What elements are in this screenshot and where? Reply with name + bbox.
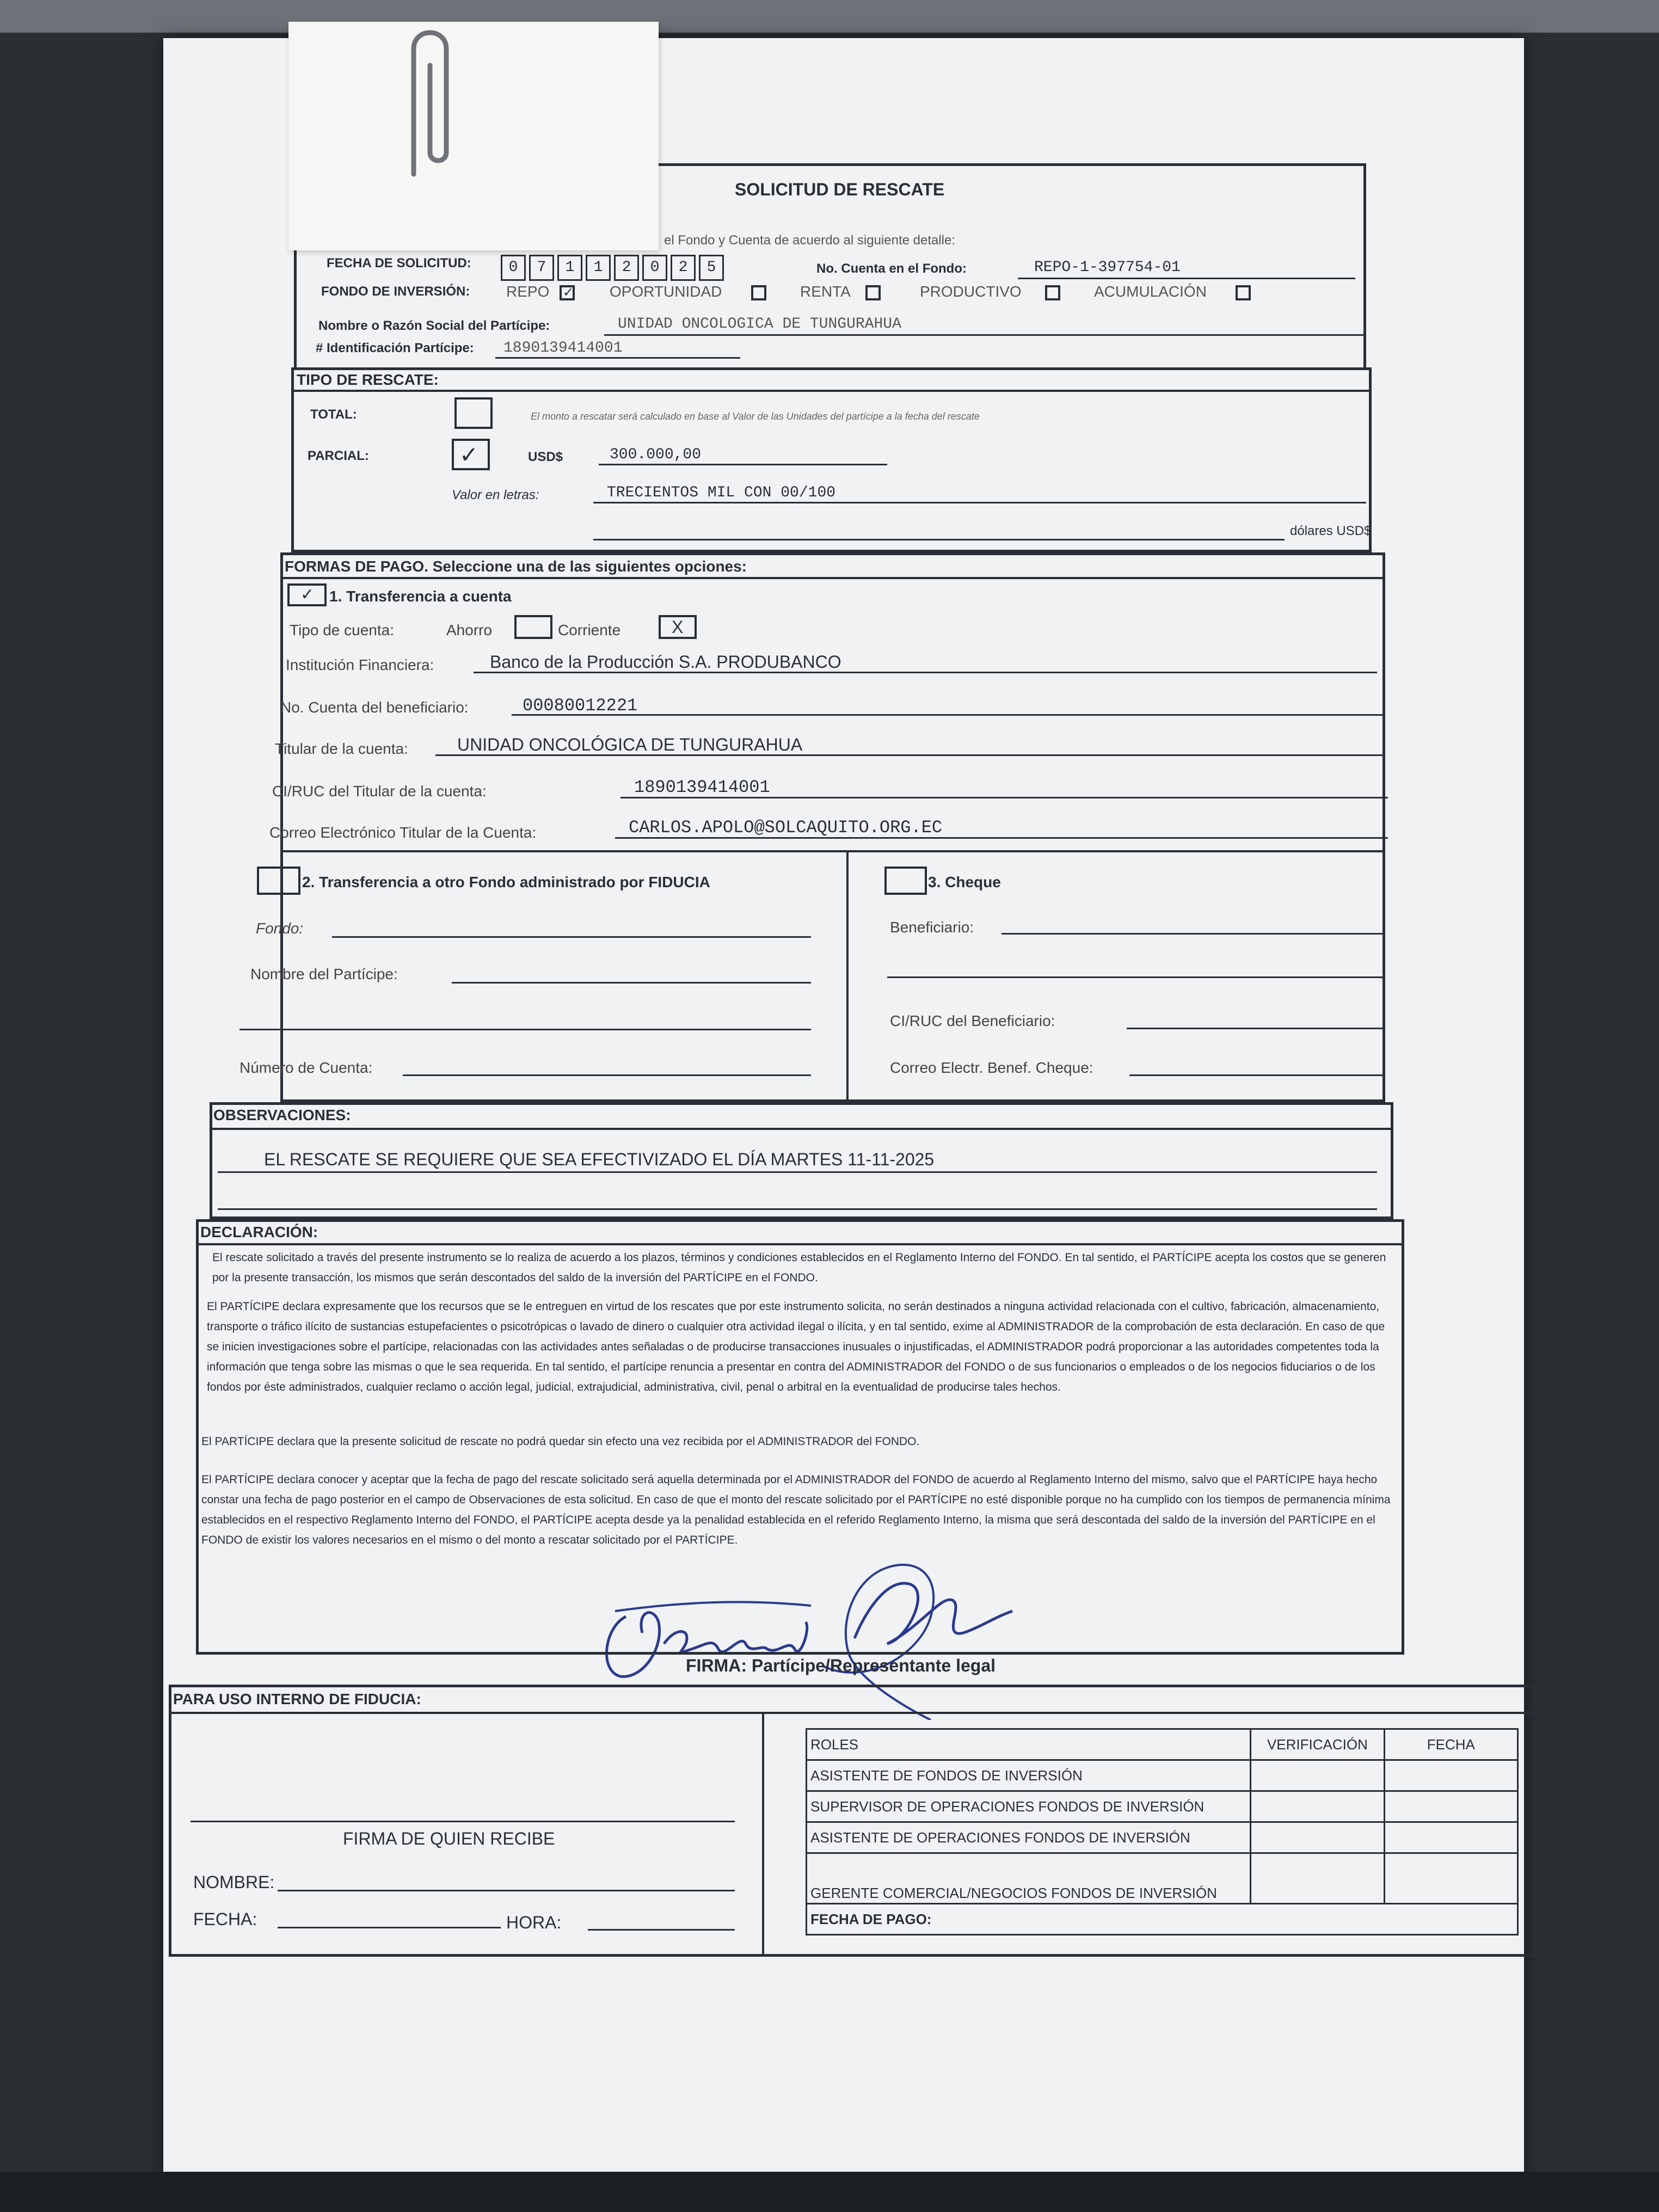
letras-label: Valor en letras: xyxy=(452,488,539,502)
pago-header: FORMAS DE PAGO. Seleccione una de las siguientes opciones: xyxy=(285,558,747,575)
background-bottom xyxy=(0,2172,1659,2212)
numero-cuenta-label: Número de Cuenta: xyxy=(239,1059,373,1076)
pago-mid-rule xyxy=(280,850,1385,852)
declaracion-paragraph-2: El PARTÍCIPE declara expresamente que los recursos que se le entreguen en virtud de los rescates que por este instrumento solicita, no serán destinados a ninguna actividad relacionada con el cultivo, fabricación, almacenamiento, transporte o tráfico ilícito de sustancias estupefacientes o psicotrópicas o lavado de dinero o cualquier otra actividad ilegal o ilícita, y en tal sentido, exime al ADMINISTRADOR de la comprobación de esta declaración. En caso de que se inicien investigaciones sobre el partícipe, relacionadas con las actividades antes señaladas o de producirse transacciones inusuales o injustificadas, el ADMINISTRADOR podrá proporcionar a las autoridades competentes toda la información que tenga sobre las mismas o que le sea requerida. En tal sentido, el partícipe renuncia a presentar en contra del ADMINISTRADOR del FONDO o de sus funcionarios o empleados o de los negocios fiduciarios o de los fondos por éste administrados, cualquier reclamo o acción legal, judicial, extrajudicial, administrativa, civil, penal o arbitral en la eventualidad de producirse tales hechos. xyxy=(207,1300,1385,1393)
beneficiario-line xyxy=(1001,933,1382,935)
id-participe-label: # Identificación Partícipe: xyxy=(316,341,474,355)
titular-line xyxy=(435,754,1382,756)
opt1-checkmark: ✓ xyxy=(300,586,315,604)
corriente-label: Corriente xyxy=(558,622,621,638)
participe-line xyxy=(604,334,1366,336)
fecha-digit: 2 xyxy=(671,255,696,281)
col-verificacion-header: VERIFICACIÓN xyxy=(1251,1729,1384,1760)
sticky-note xyxy=(288,22,659,250)
hora-line xyxy=(588,1929,735,1931)
verificacion-cell[interactable] xyxy=(1251,1853,1384,1904)
nombre-participe-line xyxy=(452,982,811,984)
fondo-repo-label: REPO xyxy=(506,283,550,300)
nombre-line xyxy=(278,1890,735,1891)
table-row xyxy=(807,1853,1518,1904)
fecha-digit: 2 xyxy=(614,255,639,281)
id-participe-value[interactable]: 1890139414001 xyxy=(503,340,623,357)
ruc-line xyxy=(620,797,1388,798)
table-row xyxy=(807,1760,1518,1791)
ahorro-label: Ahorro xyxy=(446,622,493,638)
fondo-repo-checkbox[interactable]: ✓ xyxy=(560,285,575,300)
pago-mid-divider xyxy=(846,850,849,1103)
nombre-participe-label: Nombre del Partícipe: xyxy=(250,966,398,982)
letras-line xyxy=(593,502,1366,503)
institucion-label: Institución Financiera: xyxy=(286,656,434,673)
fondo-oportunidad-checkbox[interactable] xyxy=(751,285,766,300)
fecha-label: FECHA DE SOLICITUD: xyxy=(327,256,471,271)
id-participe-line xyxy=(495,357,740,359)
table-row xyxy=(807,1791,1518,1822)
correo-line xyxy=(615,837,1388,839)
fecha-digit: 7 xyxy=(529,255,554,281)
fondo-renta-checkbox[interactable] xyxy=(865,285,881,300)
total-label: TOTAL: xyxy=(310,407,357,422)
opt1-label: 1. Transferencia a cuenta xyxy=(329,588,512,605)
hora-label: HORA: xyxy=(506,1913,562,1932)
declaracion-header-rule xyxy=(196,1243,1404,1245)
tipo-cuenta-label: Tipo de cuenta: xyxy=(290,622,394,638)
intro-text: el Fondo y Cuenta de acuerdo al siguiente detalle: xyxy=(664,233,956,248)
titular-label: Titular de la cuenta: xyxy=(275,740,408,757)
form-area xyxy=(169,163,1524,1959)
role-cell: ASISTENTE DE OPERACIONES FONDOS DE INVERSIÓN xyxy=(807,1822,1251,1853)
parcial-checkmark: ✓ xyxy=(459,442,479,468)
cuenta-fondo-line xyxy=(1018,278,1355,279)
fecha-label: FECHA: xyxy=(193,1909,257,1929)
fondo-line xyxy=(332,936,811,938)
ruc-value[interactable]: 1890139414001 xyxy=(634,777,770,797)
fondo-label: Fondo: xyxy=(256,920,304,937)
roles-header-row xyxy=(807,1729,1518,1760)
beneficiario-line-2 xyxy=(887,976,1382,978)
observaciones-header: OBSERVACIONES: xyxy=(213,1107,351,1123)
opt3-label: 3. Cheque xyxy=(928,874,1001,890)
letras-value[interactable]: TRECIENTOS MIL CON 00/100 xyxy=(607,484,836,501)
pago-header-rule xyxy=(280,577,1385,579)
fecha-digit: 0 xyxy=(642,255,667,281)
cuenta-benef-label: No. Cuenta del beneficiario: xyxy=(280,699,469,716)
verificacion-cell[interactable] xyxy=(1251,1822,1384,1853)
fecha-digit: 5 xyxy=(699,255,724,281)
rescate-header-rule xyxy=(291,390,1372,392)
fecha-cell[interactable] xyxy=(1384,1853,1517,1904)
ruc-benef-line xyxy=(1127,1028,1382,1029)
rescate-header: TIPO DE RESCATE: xyxy=(297,371,439,388)
interno-header-rule xyxy=(169,1712,1535,1714)
firma-label: FIRMA: Partícipe/Representante legal xyxy=(686,1656,996,1675)
cuenta-benef-line xyxy=(512,714,1382,716)
col-fecha-header: FECHA xyxy=(1384,1729,1517,1760)
observaciones-line xyxy=(218,1171,1377,1173)
col-roles-header: ROLES xyxy=(807,1729,1251,1760)
declaracion-header: DECLARACIÓN: xyxy=(200,1224,318,1240)
letras-line-2 xyxy=(593,539,1285,540)
fondo-acumulacion-checkbox[interactable] xyxy=(1236,285,1251,300)
fecha-pago-cell[interactable]: FECHA DE PAGO: xyxy=(807,1904,1518,1935)
nombre-participe-line-2 xyxy=(239,1029,811,1030)
fecha-digit: 1 xyxy=(557,255,582,281)
fondo-acumulacion-label: ACUMULACIÓN xyxy=(1094,283,1207,300)
declaracion-paragraph-4: El PARTÍCIPE declara conocer y aceptar que la fecha de pago del rescate solicitado será aquella determinada por el ADMINISTRADOR del FONDO de acuerdo al Reglamento Interno del mismo, salvo que el PARTÍCIPE haya hecho constar una fecha de pago posterior en el campo de Observaciones de esta solicitud. En caso de que el monto del rescate solicitado por el PARTÍCIPE no esté disponible porque no ha cumplido con los tiempos de permanencia mínima establecidos en el respectivo Reglamento Interno del FONDO, el PARTÍCIPE acepta desde ya la penalidad establecida en el referido Reglamento Interno, la misma que será descontada del saldo de la inversión del PARTÍCIPE en el FONDO de existir los valores necesarios en el mismo o del monto a rescatar solicitado por el PARTÍCIPE. xyxy=(201,1473,1391,1546)
verificacion-cell[interactable] xyxy=(1251,1791,1384,1822)
opt3-checkbox[interactable] xyxy=(884,867,927,895)
fondo-inversion-label: FONDO DE INVERSIÓN: xyxy=(321,284,470,299)
paper-clip-icon xyxy=(392,16,457,180)
titular-value[interactable]: UNIDAD ONCOLÓGICA DE TUNGURAHUA xyxy=(457,735,803,754)
beneficiario-label: Beneficiario: xyxy=(890,919,974,936)
institucion-line xyxy=(474,672,1377,673)
firma-line xyxy=(588,1652,1105,1654)
observaciones-header-rule xyxy=(210,1128,1393,1130)
dolares-label: dólares USD$ xyxy=(1290,524,1372,538)
fondo-oportunidad-label: OPORTUNIDAD xyxy=(610,283,722,300)
corriente-mark: X xyxy=(672,617,684,637)
cuenta-benef-value[interactable]: 00080012221 xyxy=(523,696,638,716)
correo-benef-label: Correo Electr. Benef. Cheque: xyxy=(890,1059,1093,1076)
form-title: SOLICITUD DE RESCATE xyxy=(735,180,945,199)
observaciones-line-2 xyxy=(218,1208,1377,1210)
correo-label: Correo Electrónico Titular de la Cuenta: xyxy=(269,824,537,841)
declaracion-paragraph-3: El PARTÍCIPE declara que la presente solicitud de rescate no podrá quedar sin efecto una vez recibida por el ADMINISTRADOR del FONDO. xyxy=(201,1435,920,1448)
fecha-cell[interactable] xyxy=(1384,1791,1517,1822)
cuenta-fondo-value[interactable]: REPO-1-397754-01 xyxy=(1034,259,1181,276)
fecha-cell[interactable] xyxy=(1384,1760,1517,1791)
institucion-value[interactable]: Banco de la Producción S.A. PRODUBANCO xyxy=(490,652,841,672)
opt2-checkbox[interactable] xyxy=(257,867,300,895)
interno-divider xyxy=(762,1712,764,1957)
total-note: El monto a rescatar será calculado en base al Valor de las Unidades del partícipe a la fecha del rescate xyxy=(531,411,980,422)
observaciones-text[interactable]: EL RESCATE SE REQUIERE QUE SEA EFECTIVIZADO EL DÍA MARTES 11-11-2025 xyxy=(264,1150,935,1169)
background-top xyxy=(0,0,1659,33)
parcial-label: PARCIAL: xyxy=(308,448,369,463)
firma-recibe-line xyxy=(191,1821,735,1822)
role-cell: SUPERVISOR DE OPERACIONES FONDOS DE INVERSIÓN xyxy=(807,1791,1251,1822)
nombre-label: NOMBRE: xyxy=(193,1872,275,1892)
fondo-productivo-checkbox[interactable] xyxy=(1045,285,1060,300)
opt2-label: 2. Transferencia a otro Fondo administrado por FIDUCIA xyxy=(302,874,710,890)
corriente-checkbox[interactable] xyxy=(659,615,697,639)
interno-header: PARA USO INTERNO DE FIDUCIA: xyxy=(173,1691,421,1707)
fecha-digit: 0 xyxy=(501,255,526,281)
fecha-line xyxy=(278,1927,501,1928)
ruc-label: CI/RUC del Titular de la cuenta: xyxy=(272,783,487,800)
fondo-productivo-label: PRODUCTIVO xyxy=(920,283,1022,300)
fondo-renta-label: RENTA xyxy=(800,283,851,300)
roles-table xyxy=(806,1728,1519,1936)
correo-value[interactable]: CARLOS.APOLO@SOLCAQUITO.ORG.EC xyxy=(629,818,943,838)
parcial-checkbox[interactable] xyxy=(452,439,490,470)
usd-label: USD$ xyxy=(528,450,563,464)
role-cell: ASISTENTE DE FONDOS DE INVERSIÓN xyxy=(807,1760,1251,1791)
total-checkbox[interactable] xyxy=(454,397,493,429)
ahorro-checkbox[interactable] xyxy=(514,615,552,639)
cuenta-fondo-label: No. Cuenta en el Fondo: xyxy=(816,261,967,276)
participe-value[interactable]: UNIDAD ONCOLOGICA DE TUNGURAHUA xyxy=(618,316,901,333)
opt1-checkbox[interactable] xyxy=(287,583,327,606)
fecha-cell[interactable] xyxy=(1384,1822,1517,1853)
participe-label: Nombre o Razón Social del Partícipe: xyxy=(318,318,550,333)
declaracion-paragraph-1: El rescate solicitado a través del presente instrumento se lo realiza de acuerdo a los plazos, términos y condiciones establecidos en el Reglamento Interno del FONDO. En tal sentido, el PARTÍCIPE acepta los costos que se generen por la presente transacción, los mismos que serán descontados del saldo de la inversión del PARTÍCIPE en el FONDO. xyxy=(212,1251,1386,1284)
correo-benef-line xyxy=(1129,1074,1385,1076)
verificacion-cell[interactable] xyxy=(1251,1760,1384,1791)
usd-value[interactable]: 300.000,00 xyxy=(610,446,702,463)
numero-cuenta-line xyxy=(403,1074,811,1076)
firma-recibe-label: FIRMA DE QUIEN RECIBE xyxy=(343,1829,555,1848)
role-cell: GERENTE COMERCIAL/NEGOCIOS FONDOS DE INVERSIÓN xyxy=(807,1853,1251,1904)
usd-line xyxy=(599,464,887,465)
table-row xyxy=(807,1822,1518,1853)
ruc-benef-label: CI/RUC del Beneficiario: xyxy=(890,1012,1055,1029)
table-row xyxy=(807,1904,1518,1935)
fecha-digit: 1 xyxy=(586,255,611,281)
